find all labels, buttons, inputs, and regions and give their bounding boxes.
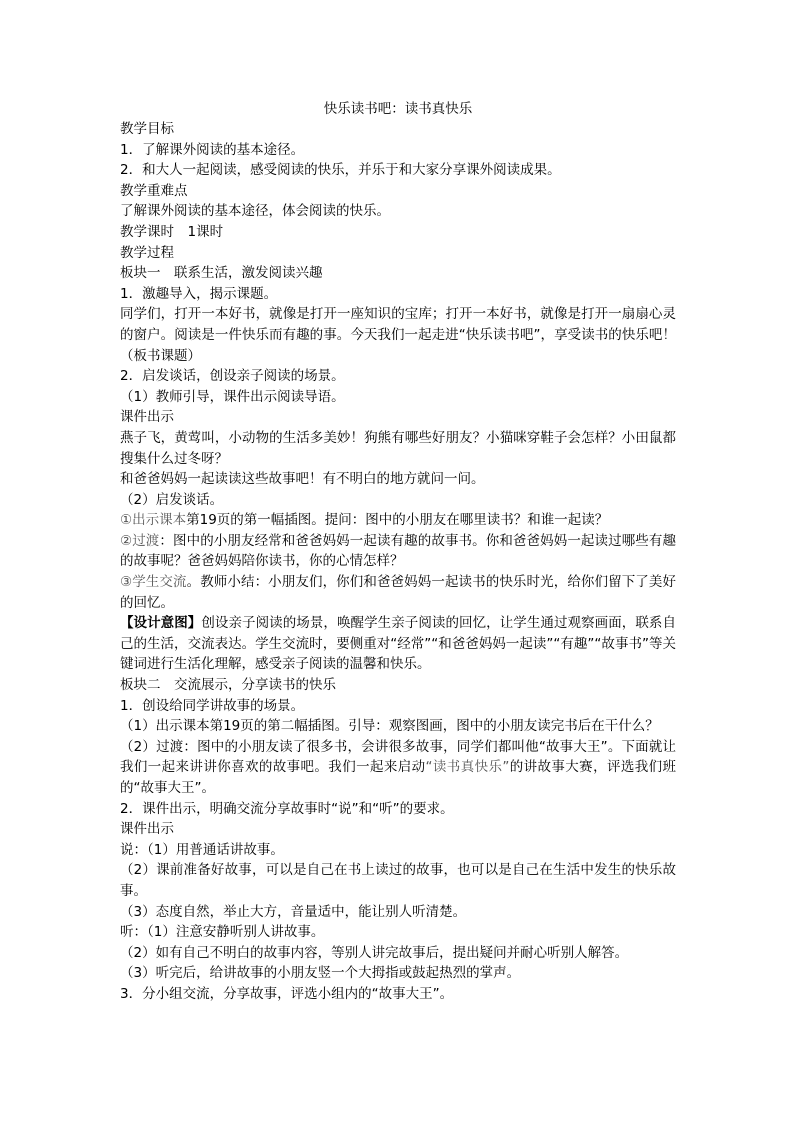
contest-name: “读书真快乐” bbox=[425, 759, 510, 776]
objective-1: 1．了解课外阅读的基本途径。 bbox=[120, 141, 305, 158]
design-intent-text: 创设亲子阅读的场景，唤醒学生亲子阅读的回忆，让学生通过观察画面，联系自己的生活，交流表达。学生交流时，要侧重对“经常”“和爸爸妈妈一起读”“有趣”“故事书”等关键词进行生活化理解，感受亲子阅读的温馨和快乐。 bbox=[120, 615, 676, 673]
section-1-title: 板块一 联系生活，激发阅读兴趣 bbox=[120, 265, 323, 282]
key-points-text: 了解课外阅读的基本途径，体会阅读的快乐。 bbox=[120, 203, 390, 220]
courseware-text-2: 和爸爸妈妈一起读读这些故事吧！有不明白的地方就问一问。 bbox=[120, 471, 485, 488]
step-2-1-2 bbox=[120, 737, 676, 799]
sub-step-2 bbox=[120, 531, 676, 572]
step-2-2: 2．课件出示，明确交流分享故事时“说”和“听”的要求。 bbox=[120, 800, 454, 817]
sub-step-1-lead: ①出示课本 bbox=[120, 512, 187, 529]
courseware-label-1: 课件出示 bbox=[120, 409, 174, 426]
intro-paragraph: 同学们，打开一本好书，就像是打开一座知识的宝库；打开一本好书，就像是打开一扇扇心灵的窗户。阅读是一件快乐而有趣的事。今天我们一起走进“快乐读书吧”，享受读书的快乐吧！（板书课题） bbox=[120, 306, 676, 364]
section-2-title: 板块二 交流展示，分享读书的快乐 bbox=[120, 677, 336, 694]
step-1-2-2: （2）启发谈话。 bbox=[120, 491, 224, 508]
heading-key-points: 教学重难点 bbox=[120, 182, 188, 199]
heading-objectives: 教学目标 bbox=[120, 121, 174, 137]
courseware-text-1: 燕子飞，黄莺叫，小动物的生活多美妙！狗熊有哪些好朋友？小猫咪穿鞋子会怎样？小田鼠都搜集什么过冬呀？ bbox=[120, 429, 676, 467]
listen-req-3: （3）听完后，给讲故事的小朋友竖一个大拇指或鼓起热烈的掌声。 bbox=[120, 965, 521, 982]
design-intent-label: 【设计意图】 bbox=[120, 615, 202, 632]
step-1-1: 1．激趣导入，揭示课题。 bbox=[120, 285, 278, 302]
page-title: 快乐读书吧：读书真快乐 bbox=[323, 101, 473, 117]
sub-step-1 bbox=[120, 510, 676, 531]
objective-2: 2．和大人一起阅读，感受阅读的快乐，并乐于和大家分享课外阅读成果。 bbox=[120, 162, 561, 179]
courseware-label-2: 课件出示 bbox=[120, 821, 174, 838]
speak-req-1: 说：（1）用普通话讲故事。 bbox=[120, 841, 284, 858]
class-hours: 教学课时 1课时 bbox=[120, 223, 224, 240]
step-1-2-1: （1）教师引导，课件出示阅读导语。 bbox=[120, 388, 345, 405]
speak-req-3: （3）态度自然，举止大方，音量适中，能让别人听清楚。 bbox=[120, 903, 467, 920]
sub-step-1-text: 第19页的第一幅插图。提问：图中的小朋友在哪里读书？和谁一起读？ bbox=[186, 512, 609, 529]
listen-req-2: （2）如有自己不明白的故事内容，等别人讲完故事后，提出疑问并耐心听别人解答。 bbox=[120, 944, 629, 961]
sub-step-3 bbox=[120, 572, 676, 613]
step-2-1-1: （1）出示课本第19页的第二幅插图。引导：观察图画，图中的小朋友读完书后在干什么？ bbox=[120, 718, 659, 735]
sub-step-2-lead: ②过渡 bbox=[120, 532, 160, 549]
step-2-1: 1．创设给同学讲故事的场景。 bbox=[120, 697, 305, 714]
step-2-1-2-text-a: （2）过渡：图中的小朋友读了很多书，会讲很多故事，同学们都叫他“故事大王”。下面就让我们一起来讲讲你喜欢的故事吧。我们一起来启动 bbox=[120, 738, 676, 776]
heading-process: 教学过程 bbox=[120, 244, 174, 261]
sub-step-3-lead: ③学生交流 bbox=[120, 574, 187, 591]
sub-step-3-text: 。教师小结：小朋友们，你们和爸爸妈妈一起读书的快乐时光，给你们留下了美好的回忆。 bbox=[120, 574, 676, 611]
step-1-2: 2．启发谈话，创设亲子阅读的场景。 bbox=[120, 368, 345, 385]
step-2-1-2-text-b: 的讲故事大赛，评选我们班的“故事大王”。 bbox=[120, 759, 677, 796]
step-2-3: 3．分小组交流，分享故事，评选小组内的“故事大王”。 bbox=[120, 985, 454, 1002]
sub-step-2-text: ：图中的小朋友经常和爸爸妈妈一起读有趣的故事书。你和爸爸妈妈一起读过哪些有趣的故事呢？爸爸妈妈陪你读书，你的心情怎样？ bbox=[120, 532, 677, 570]
speak-req-2: （2）课前准备好故事，可以是自己在书上读过的故事，也可以是自己在生活中发生的快乐故事。 bbox=[120, 862, 676, 899]
document-page bbox=[120, 99, 676, 1005]
design-intent bbox=[120, 613, 676, 675]
listen-req-1: 听：（1）注意安静听别人讲故事。 bbox=[120, 924, 325, 941]
